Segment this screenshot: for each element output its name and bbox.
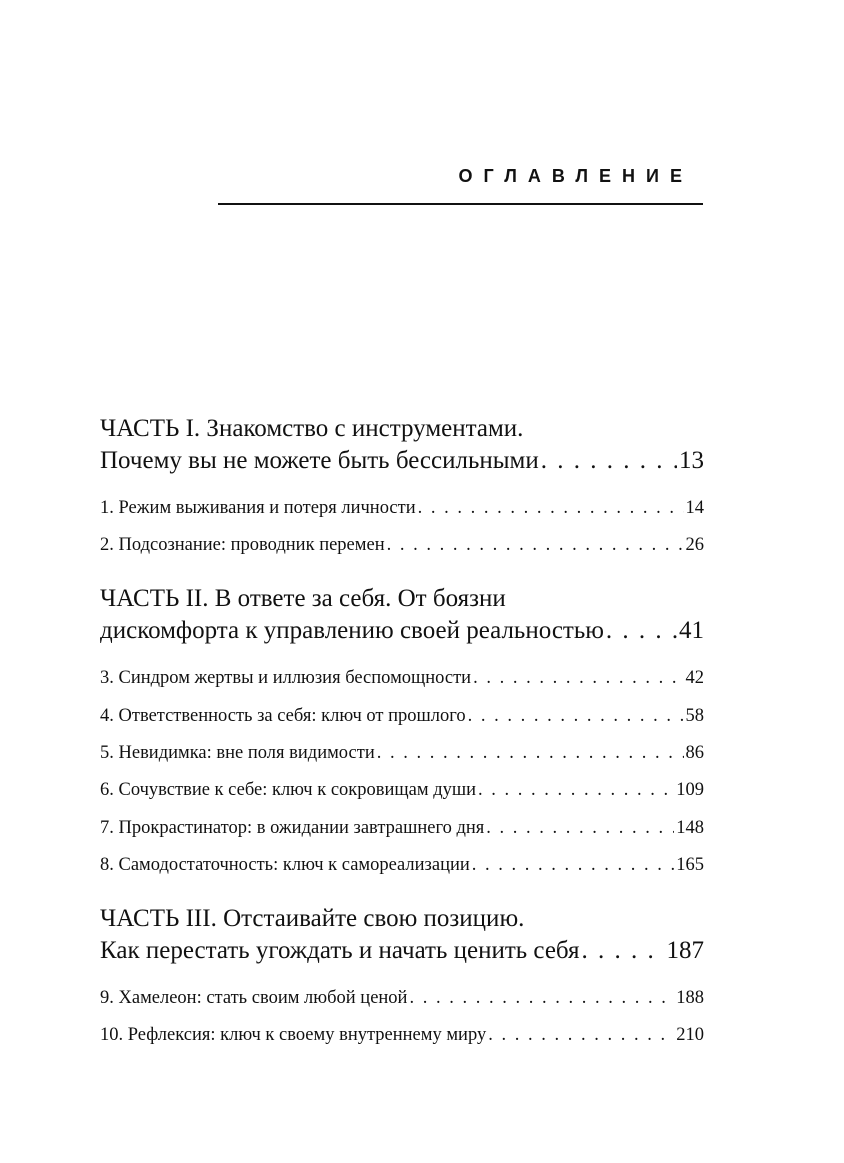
part-subtitle-text: Как перестать угождать и начать ценить себя [100, 937, 580, 964]
chapter-entry-5[interactable] [100, 741, 704, 765]
part-title-line2[interactable] [100, 445, 704, 477]
part-title-text: ЧАСТЬ II. В ответе за себя. От боязни [100, 585, 506, 612]
page-number: 109 [676, 780, 704, 800]
part-title-line1 [100, 583, 704, 615]
dot-leader [488, 1023, 674, 1047]
page-number: 42 [685, 668, 704, 688]
part-title-line2[interactable] [100, 615, 704, 647]
part-title-line1 [100, 903, 704, 935]
dot-leader [541, 445, 677, 477]
chapter-entry-6[interactable] [100, 778, 704, 802]
chapter-title: 1. Режим выживания и потеря личности [100, 498, 416, 518]
chapter-title: 7. Прокрастинатор: в ожидании завтрашнего дня [100, 818, 485, 838]
page-number: 26 [685, 535, 704, 555]
chapter-entry-9[interactable] [100, 986, 704, 1010]
page-number: 210 [676, 1025, 704, 1045]
dot-leader [606, 615, 677, 647]
chapter-title: 4. Ответственность за себя: ключ от прошлого [100, 706, 466, 726]
part-title-line2[interactable] [100, 935, 704, 967]
chapter-entry-2[interactable] [100, 533, 704, 557]
dot-leader [473, 666, 683, 690]
part-title-text: ЧАСТЬ I. Знакомство с инструментами. [100, 415, 524, 442]
heading-rule [218, 203, 703, 205]
chapter-title: 2. Подсознание: проводник перемен [100, 535, 385, 555]
dot-leader [486, 816, 674, 840]
chapter-entry-8[interactable] [100, 853, 704, 877]
dot-leader [409, 986, 674, 1010]
chapter-entry-1[interactable] [100, 496, 704, 520]
dot-leader [418, 496, 684, 520]
page-number: 86 [685, 743, 704, 763]
dot-leader [468, 704, 684, 728]
page-number: 58 [685, 706, 704, 726]
part-subtitle-text: Почему вы не можете быть бессильными [100, 447, 539, 474]
dot-leader [377, 741, 684, 765]
chapter-title: 8. Самодостаточность: ключ к самореализации [100, 855, 470, 875]
part-title-line1 [100, 413, 704, 445]
page-number: 165 [676, 855, 704, 875]
chapter-entry-10[interactable] [100, 1023, 704, 1047]
chapter-title: 3. Синдром жертвы и иллюзия беспомощности [100, 668, 472, 688]
chapter-title: 9. Хамелеон: стать своим любой ценой [100, 988, 408, 1008]
chapter-entry-3[interactable] [100, 666, 704, 690]
part-subtitle-text: дискомфорта к управлению своей реальностью [100, 617, 604, 644]
page-number: 188 [676, 988, 704, 1008]
chapter-title: 10. Рефлексия: ключ к своему внутреннему миру [100, 1025, 487, 1045]
chapter-title: 6. Сочувствие к себе: ключ к сокровищам души [100, 780, 477, 800]
toc-heading: ОГЛАВЛЕНИЕ [458, 166, 693, 186]
dot-leader [472, 853, 674, 877]
chapter-entry-4[interactable] [100, 704, 704, 728]
page-number: 14 [685, 498, 704, 518]
chapter-title: 5. Невидимка: вне поля видимости [100, 743, 375, 763]
page-number: 148 [676, 818, 704, 838]
dot-leader [387, 533, 684, 557]
chapter-entry-7[interactable] [100, 816, 704, 840]
dot-leader [582, 935, 665, 967]
page-number: 187 [666, 937, 704, 964]
dot-leader [478, 778, 674, 802]
part-title-text: ЧАСТЬ III. Отстаивайте свою позицию. [100, 905, 525, 932]
page-number: 13 [679, 447, 704, 474]
page-number: 41 [679, 617, 704, 644]
